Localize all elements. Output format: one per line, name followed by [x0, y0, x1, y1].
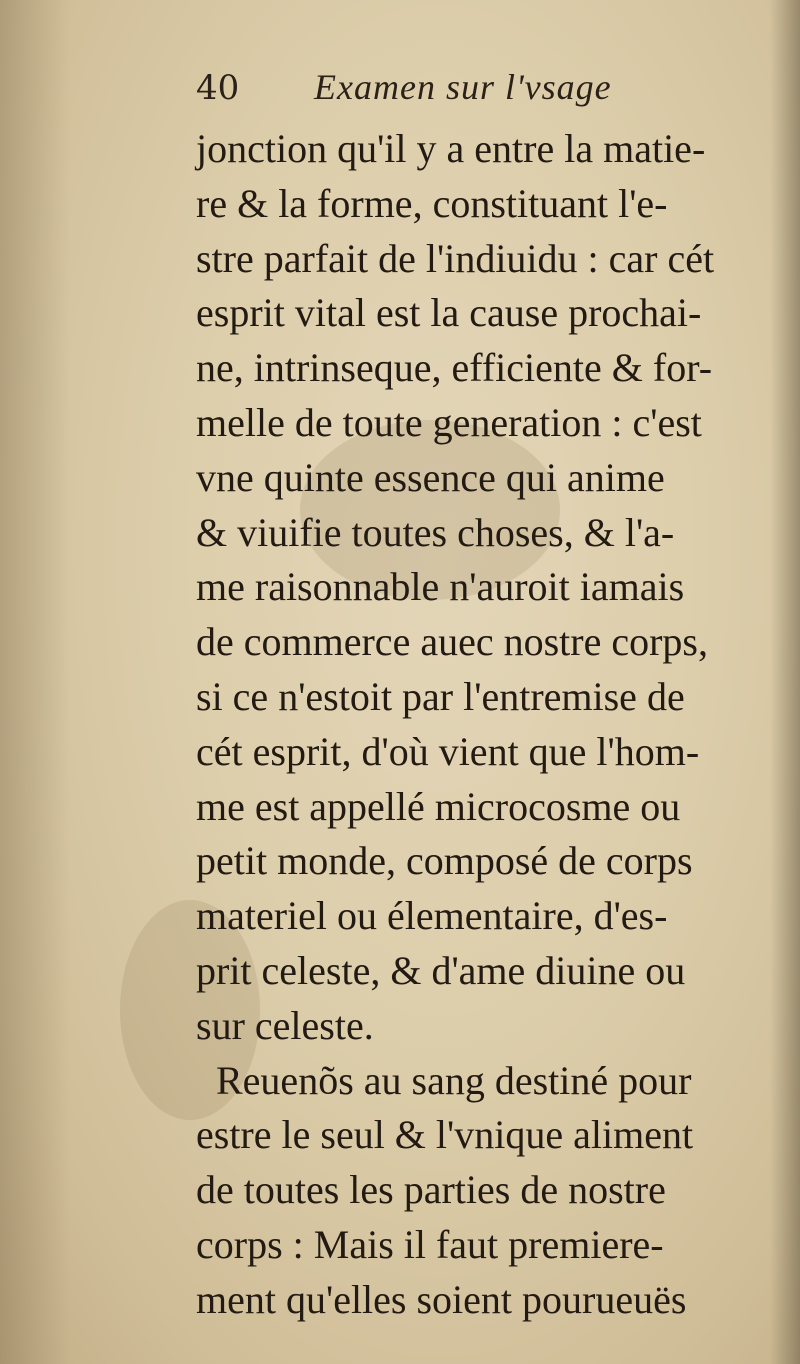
text-line: petit monde, composé de corps	[196, 838, 693, 884]
text-line: prit celeste, & d'ame diuine ou	[196, 947, 686, 993]
text-line: stre parfait de l'indiuidu : car cét	[196, 235, 715, 281]
text-line: sur celeste.	[196, 1002, 374, 1048]
body-text	[196, 122, 776, 1328]
text-line: melle de toute generation : c'est	[196, 399, 702, 445]
text-line: si ce n'estoit par l'entremise de	[196, 673, 685, 719]
text-line: me est appellé microcosme ou	[196, 783, 681, 829]
text-line: & viuifie toutes choses, & l'a-	[196, 509, 675, 555]
text-line: me raisonnable n'auroit iamais	[196, 564, 685, 610]
text-line: cét esprit, d'où vient que l'hom-	[196, 728, 700, 774]
text-line: estre le seul & l'vnique aliment	[196, 1112, 694, 1158]
text-line: vne quinte essence qui anime	[196, 454, 665, 500]
text-line: re & la forme, constituant l'e-	[196, 180, 668, 226]
text-line: ne, intrinseque, efficiente & for-	[196, 345, 713, 391]
running-head: Examen sur l'vsage	[314, 67, 612, 107]
text-line: de toutes les parties de nostre	[196, 1167, 666, 1213]
text-line: materiel ou élementaire, d'es-	[196, 893, 668, 939]
page-gutter-shadow	[0, 0, 70, 1364]
page-header	[196, 60, 716, 120]
text-line: esprit vital est la cause prochai-	[196, 290, 702, 336]
text-line: de commerce auec nostre corps,	[196, 619, 708, 665]
text-line: corps : Mais il faut premiere-	[196, 1221, 664, 1267]
text-line: Reuenõs au sang destiné pour	[216, 1057, 692, 1103]
text-line: jonction qu'il y a entre la matie-	[196, 126, 706, 171]
text-line: ment qu'elles soient pourueuës	[196, 1276, 687, 1322]
page-number: 40	[196, 68, 240, 108]
